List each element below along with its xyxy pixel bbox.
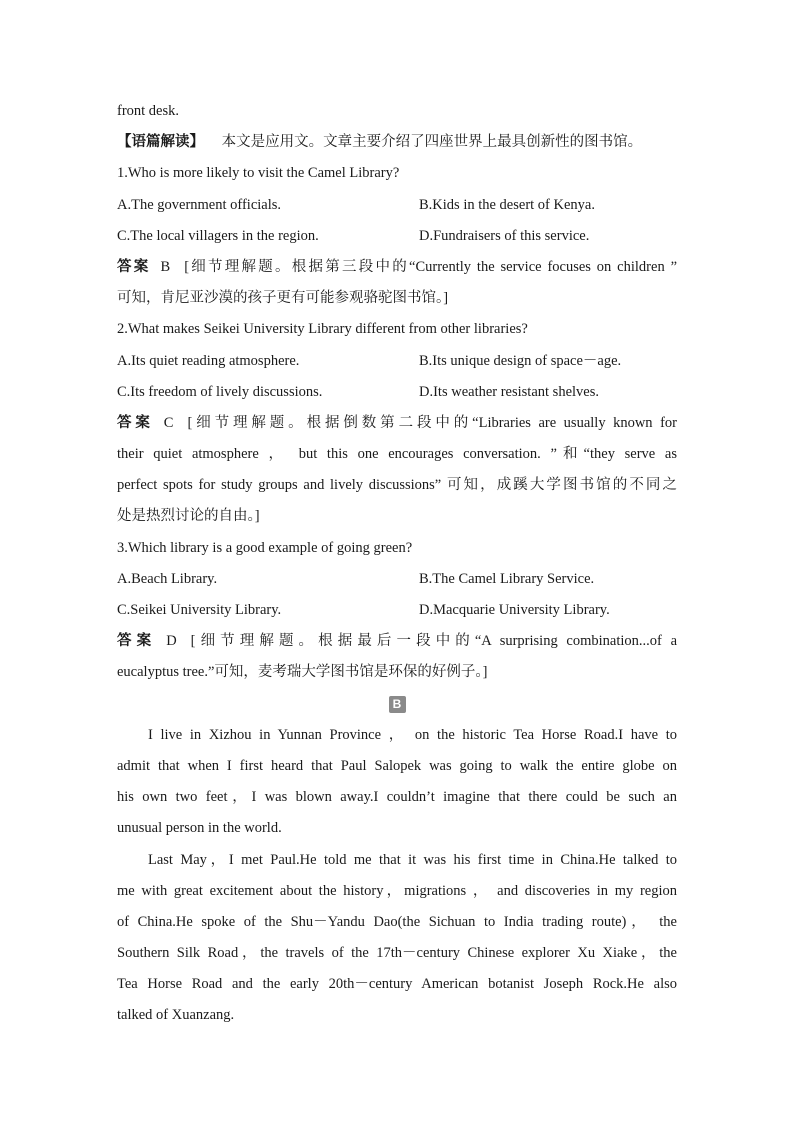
passage-line: Southern Silk Road，the travels of the 17th－century Chinese explorer Xu Xiake，the [117,945,677,962]
option-c: C.Its freedom of lively discussions. [117,383,323,400]
passage-line: Tea Horse Road and the early 20th－century American botanist Joseph Rock.He also [117,976,677,993]
option-b: B.The Camel Library Service. [419,570,595,587]
option-c: C.Seikei University Library. [117,602,282,618]
explanation-text: [细节理解题。根据最后一段中的“A surprising combination...of a [190,633,677,650]
explanation-line: perfect spots for study groups and lively discussions” 可知，成蹊大学图书馆的不同之 [117,477,677,494]
document-page [117,96,677,1032]
passage-line: his own two feet，I was blown away.I couldn’t imagine that there could be such an [117,789,677,806]
summary [117,127,677,158]
options-row [117,346,677,377]
passage-line: admit that when I first heard that Paul Salopek was going to walk the entire globe on [117,757,677,774]
option-d: D.Macquarie University Library. [419,602,610,618]
passage-line: Last May，I met Paul.He told me that it was his first time in China.He talked to [148,851,677,868]
options-row [117,595,677,626]
passage-line: me with great excitement about the history，migrations ， and discoveries in my region [117,882,677,899]
section-heading [117,689,677,720]
answer-letter: D [166,633,177,650]
option-b: B.Its unique design of space－age. [419,352,622,369]
explanation-line: eucalyptus tree.”可知，麦考瑞大学图书馆是环保的好例子。] [117,664,488,681]
option-c: C.The local villagers in the region. [117,227,319,244]
summary-label: 【语篇解读】 [117,134,204,151]
section-badge: B [389,696,406,713]
answer-label: 答案 [117,414,154,431]
question-1: 1.Who is more likely to visit the Camel Library? [117,165,400,182]
answer-letter: C [163,414,174,431]
option-d: D.Its weather resistant shelves. [419,383,599,400]
answer-line [117,408,677,439]
continuation-line: front desk. [117,103,180,119]
passage-line: I live in Xizhou in Yunnan Province ， on the historic Tea Horse Road.I have to [148,726,677,743]
explanation-line: 处是热烈讨论的自由。] [117,508,260,525]
question-2: 2.What makes Seikei University Library different from other libraries? [117,321,528,338]
options-row [117,190,677,221]
passage-line: unusual person in the world. [117,820,282,837]
option-a: A.Beach Library. [117,570,218,587]
explanation-line: 可知，肯尼亚沙漠的孩子更有可能参观骆驼图书馆。] [117,290,449,307]
explanation-line: their quiet atmosphere ， but this one encourages conversation. ”和“they serve as [117,446,677,463]
explanation-text: [细节理解题。根据倒数第二段中的“Libraries are usually known for [187,414,677,431]
options-row [117,564,677,595]
passage-paragraph [117,720,677,845]
explanation-text: [细节理解题。根据第三段中的“Currently the service focuses on children ” [184,258,677,275]
answer-label: 答案 [117,258,151,275]
answer-label: 答案 [117,633,157,650]
option-a: A.The government officials. [117,196,282,213]
answer-letter: B [160,258,171,275]
passage-line: of China.He spoke of the Shu－Yandu Dao(the Sichuan to India trading route)， the [117,913,677,930]
options-row [117,377,677,408]
option-d: D.Fundraisers of this service. [419,227,590,244]
options-row [117,221,677,252]
option-a: A.Its quiet reading atmosphere. [117,352,300,369]
option-b: B.Kids in the desert of Kenya. [419,196,595,213]
summary-text: 本文是应用文。文章主要介绍了四座世界上最具创新性的图书馆。 [221,134,643,151]
passage-line: talked of Xuanzang. [117,1007,235,1024]
answer-line [117,626,677,657]
question-3: 3.Which library is a good example of going green? [117,539,413,556]
answer-line [117,252,677,283]
passage-paragraph [117,845,677,1032]
